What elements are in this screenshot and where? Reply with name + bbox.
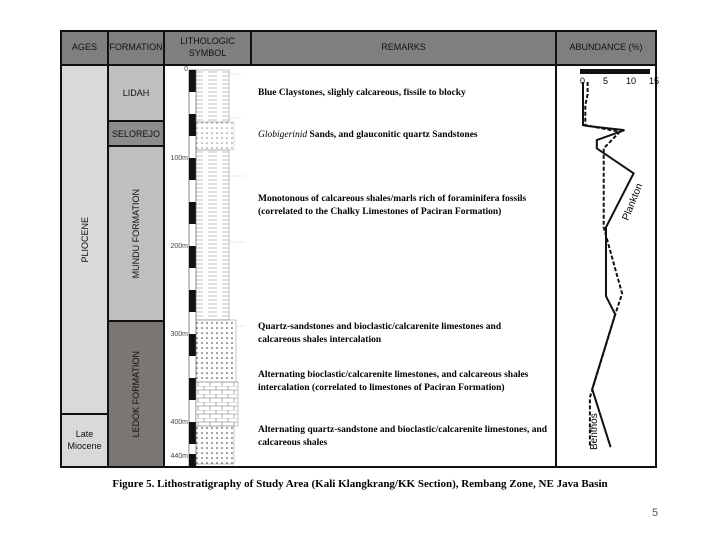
depth-label: 100m — [170, 155, 188, 162]
depth-label: 0 — [184, 66, 188, 73]
abundance-tick-label: 15 — [649, 76, 660, 86]
depth-label: 400m — [170, 419, 188, 426]
remark-italic: Globigerinid — [258, 130, 308, 140]
remark-text: Sands, and glauconitic quartz Sandstones — [307, 130, 478, 140]
formation-label: MUNDU FORMATION — [131, 188, 141, 279]
age-late-miocene — [60, 413, 109, 468]
remark-lidah: Blue Claystones, slighly calcareous, fissile to blocky — [258, 88, 466, 98]
header-ages: AGES — [60, 30, 109, 66]
lithologic-column — [165, 66, 255, 466]
figure-caption: Figure 5. Lithostratigraphy of Study Area (Kali Klangkrang/KK Section), Rembang Zone, NE Java Basin — [112, 478, 608, 490]
abundance-tick-label: 0 — [580, 76, 586, 86]
series-label-benthos: Benthos — [589, 413, 600, 450]
formation-label: LEDOK FORMATION — [131, 350, 141, 438]
header-abundance: ABUNDANCE (%) — [555, 30, 657, 66]
formation-selorejo: SELOREJO — [107, 120, 165, 147]
depth-scale-bar — [189, 70, 196, 466]
header-formation: FORMATION — [107, 30, 165, 66]
depth-label: 440m — [170, 453, 188, 460]
remark-mundu: Monotonous of calcareous shales/marls rich of foraminifera fossils (correlated to the Chalky Limestones of Paciran Formation) — [258, 194, 527, 217]
age-label: PLIOCENE — [79, 216, 90, 263]
series-line-plankton — [583, 82, 634, 447]
remark-selorejo — [258, 129, 548, 142]
depth-label: 200m — [170, 243, 188, 250]
abundance-chart — [557, 66, 660, 466]
remark-ledok-lower: Alternating quartz-sandstone and bioclastic/calcarenite limestones, and calcareous shales — [258, 425, 548, 448]
formation-ledok — [107, 320, 165, 468]
header-remarks: REMARKS — [250, 30, 557, 66]
abundance-tick-label: 10 — [626, 76, 637, 86]
abundance-tick-label: 5 — [603, 76, 609, 86]
age-label: Late Miocene — [67, 428, 102, 451]
page-number: 5 — [652, 507, 659, 519]
abundance-scale-bar — [580, 69, 650, 74]
formation-mundu — [107, 145, 165, 322]
formation-lidah: LIDAH — [107, 64, 165, 122]
remark-ledok-upper: Quartz-sandstones and bioclastic/calcarenite limestones and calcareous shales intercalation — [258, 322, 502, 345]
age-pliocene — [60, 64, 109, 415]
remark-ledok-middle: Alternating bioclastic/calcarenite limestones, and calcareous shales intercalation (correlated to limestones of Paciran Formation) — [258, 370, 529, 393]
series-label-plankton: Plankton — [620, 181, 646, 223]
header-lithologic-symbol: LITHOLOGIC SYMBOL — [163, 30, 252, 66]
depth-label: 300m — [170, 331, 188, 338]
